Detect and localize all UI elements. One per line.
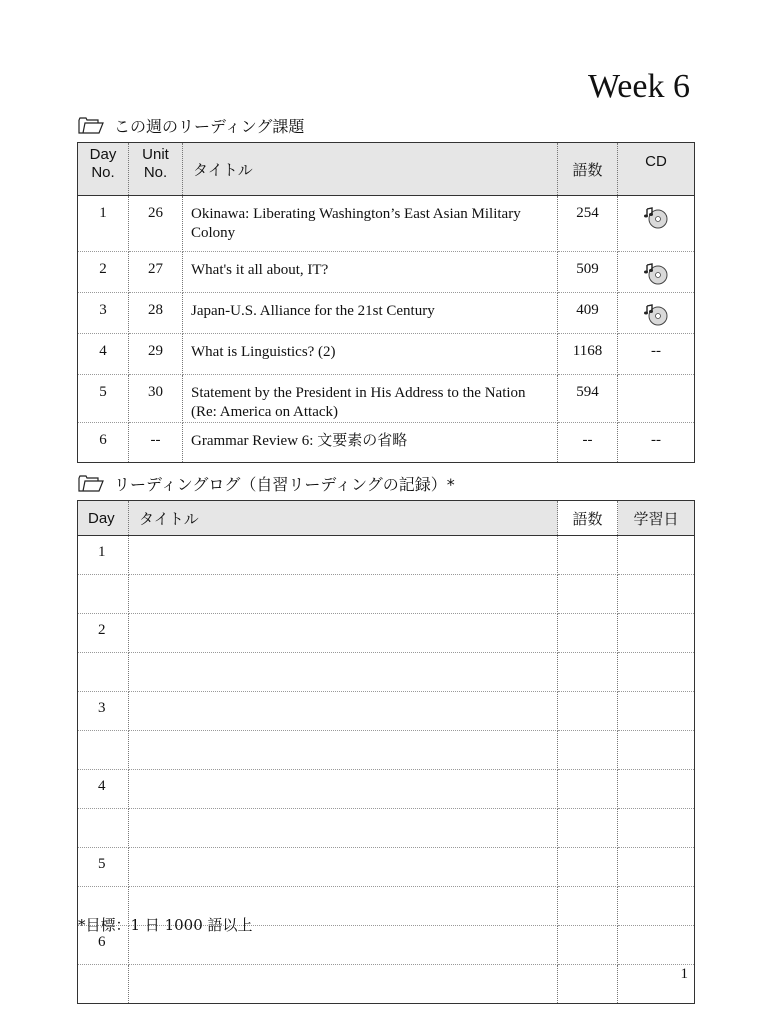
assignment-row <box>78 196 695 252</box>
cd-icon[interactable] <box>643 261 669 285</box>
assignment-unit: 30 <box>129 375 183 423</box>
assignment-words: 594 <box>558 375 618 423</box>
folder-icon <box>78 117 104 135</box>
log-title-cell[interactable] <box>129 848 558 887</box>
log-date-cell[interactable] <box>618 809 695 848</box>
log-day <box>78 575 129 614</box>
assignment-cd <box>618 375 695 423</box>
log-words-cell[interactable] <box>558 770 618 809</box>
log-words-cell[interactable] <box>558 575 618 614</box>
log-words-cell[interactable] <box>558 653 618 692</box>
log-date-cell[interactable] <box>618 731 695 770</box>
assignment-words: 254 <box>558 196 618 252</box>
log-title-cell[interactable] <box>129 614 558 653</box>
log-header-row <box>78 501 695 536</box>
assignments-header-row <box>78 143 695 196</box>
header-day-no: Day No. <box>78 143 129 196</box>
cd-icon[interactable] <box>643 205 669 229</box>
assignment-title: What's it all about, IT? <box>183 252 558 293</box>
log-header-words: 語数 <box>558 501 618 536</box>
assignment-title: Okinawa: Liberating Washington’s East Asian Military Colony <box>183 196 558 252</box>
log-header-day: Day <box>78 501 129 536</box>
assignment-title: Statement by the President in His Address to the Nation (Re: America on Attack) <box>183 375 558 423</box>
assignment-cd <box>618 196 695 252</box>
log-row <box>78 770 695 809</box>
log-date-cell[interactable] <box>618 536 695 575</box>
assignment-row <box>78 375 695 423</box>
log-row <box>78 965 695 1004</box>
log-title-cell[interactable] <box>129 536 558 575</box>
log-date-cell[interactable] <box>618 887 695 926</box>
header-cd: CD <box>618 143 695 196</box>
assignment-day: 4 <box>78 334 129 375</box>
log-header-title: タイトル <box>129 501 558 536</box>
cd-icon[interactable] <box>643 302 669 326</box>
log-row <box>78 536 695 575</box>
footnote: *目標：1 日 1000 語以上 <box>78 916 253 934</box>
log-date-cell[interactable] <box>618 848 695 887</box>
assignment-day: 1 <box>78 196 129 252</box>
log-date-cell[interactable] <box>618 926 695 965</box>
log-day: 5 <box>78 848 129 887</box>
assignment-unit: -- <box>129 423 183 463</box>
assignment-day: 6 <box>78 423 129 463</box>
log-words-cell[interactable] <box>558 731 618 770</box>
assignment-unit: 26 <box>129 196 183 252</box>
assignment-words: 1168 <box>558 334 618 375</box>
log-date-cell[interactable] <box>618 575 695 614</box>
assignment-day: 5 <box>78 375 129 423</box>
header-title: タイトル <box>183 143 558 196</box>
assignments-heading-text: この週のリーディング課題 <box>114 117 305 136</box>
folder-icon <box>78 475 104 493</box>
assignment-cd: -- <box>618 423 695 463</box>
assignment-title: Grammar Review 6: 文要素の省略 <box>183 423 558 463</box>
log-header-date: 学習日 <box>618 501 695 536</box>
log-row <box>78 614 695 653</box>
log-title-cell[interactable] <box>129 731 558 770</box>
assignment-title: What is Linguistics? (2) <box>183 334 558 375</box>
log-title-cell[interactable] <box>129 653 558 692</box>
header-words: 語数 <box>558 143 618 196</box>
log-day: 6 <box>78 926 129 965</box>
log-date-cell[interactable] <box>618 692 695 731</box>
header-unit-no: Unit No. <box>129 143 183 196</box>
assignment-words: 409 <box>558 293 618 334</box>
assignment-title: Japan-U.S. Alliance for the 21st Century <box>183 293 558 334</box>
assignment-cd <box>618 252 695 293</box>
log-day <box>78 965 129 1004</box>
assignment-row <box>78 252 695 293</box>
log-title-cell[interactable] <box>129 692 558 731</box>
log-words-cell[interactable] <box>558 536 618 575</box>
log-words-cell[interactable] <box>558 965 618 1004</box>
log-day: 1 <box>78 536 129 575</box>
log-day: 3 <box>78 692 129 731</box>
log-heading-text: リーディングログ（自習リーディングの記録）* <box>114 475 455 494</box>
assignment-words: -- <box>558 423 618 463</box>
log-words-cell[interactable] <box>558 848 618 887</box>
log-day: 2 <box>78 614 129 653</box>
log-row <box>78 848 695 887</box>
assignments-heading <box>78 114 304 137</box>
log-row <box>78 692 695 731</box>
log-title-cell[interactable] <box>129 965 558 1004</box>
assignment-unit: 28 <box>129 293 183 334</box>
log-date-cell[interactable] <box>618 614 695 653</box>
log-title-cell[interactable] <box>129 575 558 614</box>
page-number: 1 <box>680 966 688 982</box>
assignment-row <box>78 423 695 463</box>
log-words-cell[interactable] <box>558 887 618 926</box>
log-date-cell[interactable] <box>618 770 695 809</box>
log-title-cell[interactable] <box>129 809 558 848</box>
assignment-unit: 27 <box>129 252 183 293</box>
log-words-cell[interactable] <box>558 809 618 848</box>
assignment-words: 509 <box>558 252 618 293</box>
log-row <box>78 731 695 770</box>
log-date-cell[interactable] <box>618 653 695 692</box>
log-words-cell[interactable] <box>558 614 618 653</box>
log-words-cell[interactable] <box>558 926 618 965</box>
assignment-row <box>78 293 695 334</box>
log-row <box>78 809 695 848</box>
log-day: 4 <box>78 770 129 809</box>
log-heading <box>78 472 455 495</box>
log-day <box>78 653 129 692</box>
assignment-cd: -- <box>618 334 695 375</box>
week-title: Week 6 <box>587 68 690 105</box>
log-day <box>78 809 129 848</box>
assignment-cd <box>618 293 695 334</box>
assignment-day: 2 <box>78 252 129 293</box>
log-title-cell[interactable] <box>129 770 558 809</box>
assignment-day: 3 <box>78 293 129 334</box>
log-words-cell[interactable] <box>558 692 618 731</box>
log-row <box>78 575 695 614</box>
log-row <box>78 653 695 692</box>
assignments-table <box>77 142 695 463</box>
assignment-row <box>78 334 695 375</box>
log-day <box>78 731 129 770</box>
assignment-unit: 29 <box>129 334 183 375</box>
